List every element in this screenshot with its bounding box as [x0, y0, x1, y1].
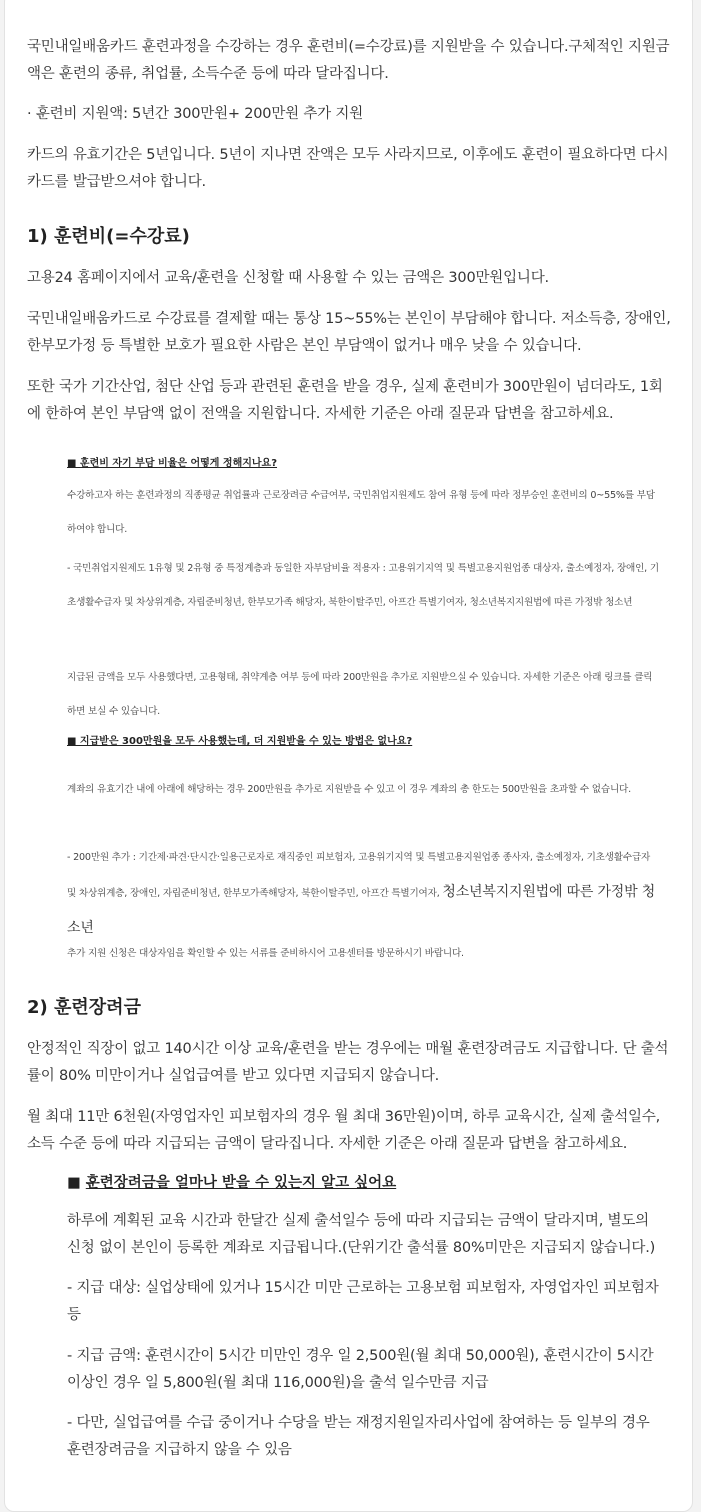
intro-paragraph-1: 국민내일배움카드 훈련과정을 수강하는 경우 훈련비(=수강료)를 지원받을 수 있습니다.구체적인 지원금액은 훈련의 종류, 취업률, 소득수준 등에 따라 달라집니다.	[27, 39, 670, 82]
faq-answer-additional-2	[67, 841, 660, 947]
section1-paragraph-2: 국민내일배움카드로 수강료를 결제할 때는 통상 15~55%는 본인이 부담해야 합니다. 저소득층, 장애인, 한부모가정 등 특별한 보호가 필요한 사람은 본인 부담액이 없거나 매우 낮을 수 있습니다.	[27, 311, 671, 354]
faq-answer-additional-1: 계좌의 유효기간 내에 아래에 해당하는 경우 200만원을 추가로 지원받을 수 있고 이 경우 계좌의 총 한도는 500만원을 초과할 수 없습니다.	[67, 784, 631, 795]
faq-question-additional-support: ■ 지급받은 300만원을 모두 사용했는데, 더 지원받을 수 있는 방법은 없나요?	[67, 736, 413, 747]
faq-answer-allowance-exception: - 다만, 실업급여를 수급 중이거나 수당을 받는 재정지원일자리사업에 참여하는 등 일부의 경우 훈련장려금을 지급하지 않을 수 있음	[67, 1415, 650, 1458]
faq-answer-additional-2-large: 청소년복지지원법에 따른 가정밖 청소년	[67, 884, 656, 936]
intro-paragraph-validity: 카드의 유효기간은 5년입니다. 5년이 지나면 잔액은 모두 사라지므로, 이후에도 훈련이 필요하다면 다시 카드를 발급받으셔야 합니다.	[27, 147, 669, 190]
faq-question-allowance-text: 훈련장려금을 얼마나 받을 수 있는지 알고 싶어요	[85, 1175, 397, 1191]
faq-answer-additional-2-small: - 200만원 추가 : 기간제·파견·단시간·일용근로자로 재직중인 피보험자, 고용위기지역 및 특별고용지원업종 종사자, 출소예정자, 기초생활수급자 및 차상위계층, 장애인, 자립준비청년, 한부모가족해당자, 북한이탈주민, 아프간 특별기여자,	[67, 852, 651, 899]
section-heading-training-fee: 1) 훈련비(=수강료)	[27, 226, 190, 247]
faq-answer-allowance-target: - 지급 대상: 실업상태에 있거나 15시간 미만 근로하는 고용보험 피보험자, 자영업자인 피보험자 등	[67, 1280, 659, 1323]
faq-answer-self-payment-1: 수강하고자 하는 훈련과정의 직종평균 취업률과 근로장려금 수급여부, 국민취업지원제도 참여 유형 등에 따라 정부승인 훈련비의 0~55%를 부담하여야 합니다.	[67, 490, 655, 535]
intro-support-amount: · 훈련비 지원액: 5년간 300만원+ 200만원 추가 지원	[27, 106, 363, 122]
faq-answer-self-payment-2: - 국민취업지원제도 1유형 및 2유형 중 특정계층과 동일한 자부담비율 적용자 : 고용위기지역 및 특별고용지원업종 대상자, 출소예정자, 장애인, 기초생활수급자 및 차상위계층, 자립준비청년, 한부모가족 해당자, 북한이탈주민, 아프간 특별기여자, 청소년복지지원법에 따른 가정밖 청소년	[67, 563, 659, 608]
faq-answer-additional-3: 추가 지원 신청은 대상자임을 확인할 수 있는 서류를 준비하시어 고용센터를 방문하시기 바랍니다.	[67, 948, 464, 959]
section1-paragraph-3: 또한 국가 기간산업, 첨단 산업 등과 관련된 훈련을 받을 경우, 실제 훈련비가 300만원이 넘더라도, 1회에 한하여 본인 부담액 없이 전액을 지원합니다. 자세한 기준은 아래 질문과 답변을 참고하세요.	[27, 379, 663, 422]
faq-answer-allowance-amount: - 지급 금액: 훈련시간이 5시간 미만인 경우 일 2,500원(월 최대 50,000원), 훈련시간이 5시간 이상인 경우 일 5,800원(월 최대 116,000원)을 출석 일수만큼 지급	[67, 1348, 654, 1391]
faq-question-allowance	[67, 1171, 674, 1195]
faq-question-self-payment: ■ 훈련비 자기 부담 비율은 어떻게 정해지나요?	[67, 458, 278, 469]
section-heading-training-allowance: 2) 훈련장려금	[27, 997, 141, 1018]
section2-paragraph-2: 월 최대 11만 6천원(자영업자인 피보험자의 경우 월 최대 36만원)이며, 하루 교육시간, 실제 출석일수, 소득 수준 등에 따라 지급되는 금액이 달라집니다. 자세한 기준은 아래 질문과 답변을 참고하세요.	[27, 1109, 661, 1152]
faq-bullet: ■	[67, 1175, 81, 1191]
faq-answer-allowance-1: 하루에 계획된 교육 시간과 한달간 실제 출석일수 등에 따라 지급되는 금액이 달라지며, 별도의 신청 없이 본인이 등록한 계좌로 지급됩니다.(단위기간 출석률 80%미만은 지급되지 않습니다.)	[67, 1213, 656, 1256]
section2-paragraph-1: 안정적인 직장이 없고 140시간 이상 교육/훈련을 받는 경우에는 매월 훈련장려금도 지급합니다. 단 출석률이 80% 미만이거나 실업급여를 받고 있다면 지급되지 않습니다.	[27, 1041, 669, 1084]
section1-paragraph-1: 고용24 홈페이지에서 교육/훈련을 신청할 때 사용할 수 있는 금액은 300만원입니다.	[27, 270, 549, 286]
content-card	[4, 0, 693, 1512]
faq-answer-self-payment-3: 지급된 금액을 모두 사용했다면, 고용형태, 취약계층 여부 등에 따라 200만원을 추가로 지원받으실 수 있습니다. 자세한 기준은 아래 링크를 클릭하면 보실 수 있습니다.	[67, 672, 653, 717]
